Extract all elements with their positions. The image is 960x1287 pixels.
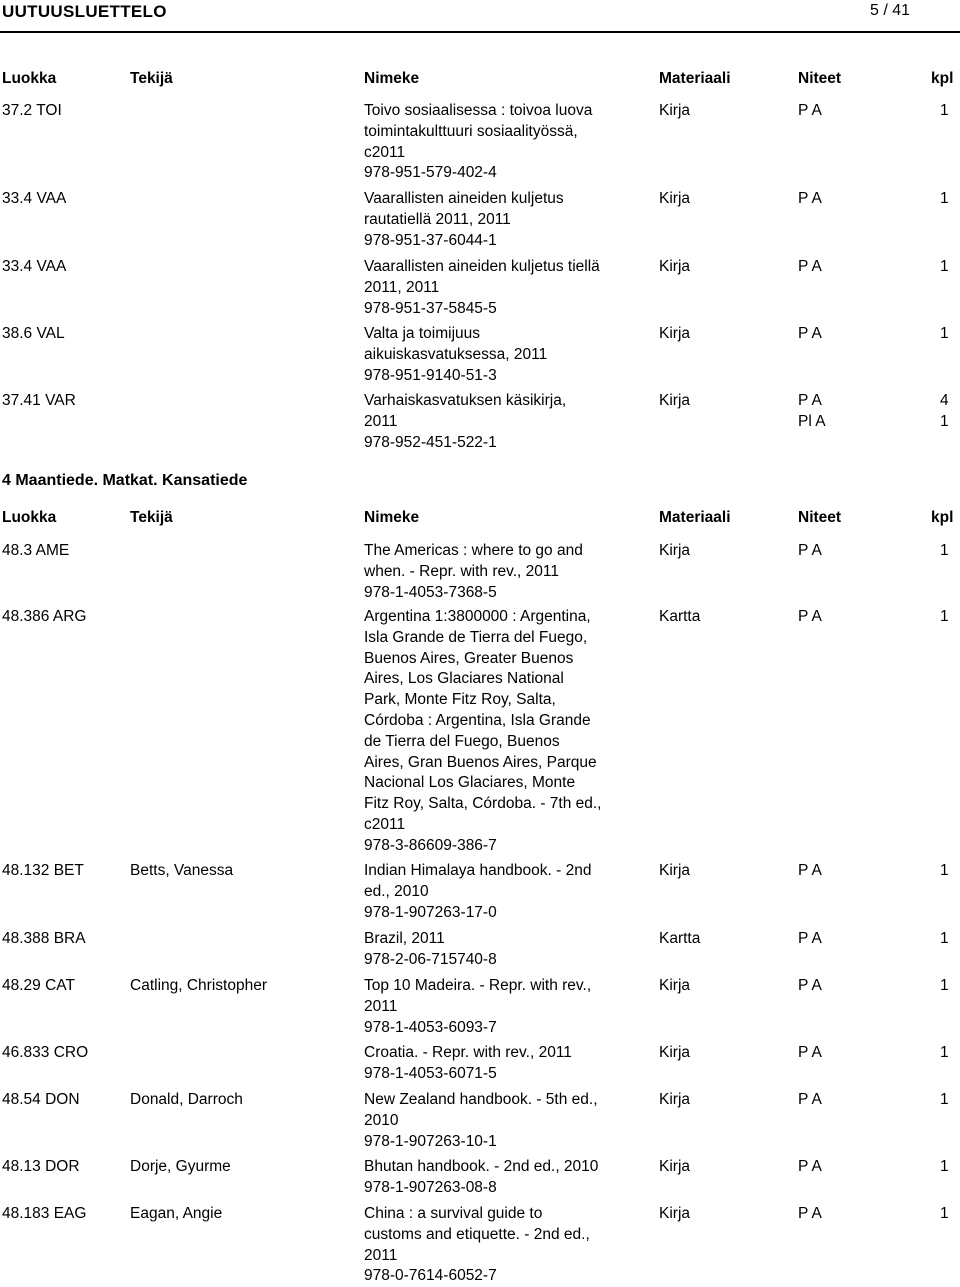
cell-tekija: Betts, Vanessa [130, 862, 234, 879]
title-line: China : a survival guide to [364, 1205, 543, 1222]
niteet-value: P A [798, 102, 822, 119]
title-line: 978-951-579-402-4 [364, 164, 497, 182]
title-line: 978-1-907263-08-8 [364, 1178, 497, 1196]
cell-materiaali: Kirja [659, 102, 691, 119]
cell-kpl [940, 861, 949, 882]
page-header [0, 0, 960, 30]
cell-luokka: 48.132 BET [2, 862, 84, 879]
niteet-value: P A [798, 1158, 822, 1175]
title-line: 2011, 2011 [364, 278, 440, 296]
title-line: 978-0-7614-6052-7 [364, 1267, 497, 1285]
cell-nimeke [364, 541, 630, 603]
cell-kpl [940, 541, 949, 562]
niteet-value: P A [798, 1091, 822, 1108]
cell-niteet [798, 861, 822, 882]
cell-materiaali: Kirja [659, 1091, 691, 1108]
cell-nimeke [364, 324, 630, 386]
cell-tekija: Eagan, Angie [130, 1205, 223, 1222]
title-line: New Zealand handbook. - 5th ed., [364, 1091, 598, 1108]
niteet-value: P A [798, 1044, 822, 1061]
cell-luokka: 48.29 CAT [2, 977, 75, 994]
cell-materiaali: Kirja [659, 1205, 691, 1222]
kpl-value: 1 [940, 1205, 949, 1222]
kpl-value: 1 [940, 1091, 949, 1108]
title-line: Buenos Aires, Greater Buenos [364, 649, 574, 667]
title-line: Aires, Gran Buenos Aires, Parque [364, 753, 597, 771]
cell-luokka: 48.54 DON [2, 1091, 80, 1108]
title-line: 978-952-451-522-1 [364, 433, 497, 451]
niteet-value: P A [798, 325, 822, 342]
document-title: UUTUUSLUETTELO [2, 2, 167, 21]
cell-niteet [798, 257, 822, 278]
column-header-row [0, 70, 960, 90]
cell-kpl [940, 929, 949, 950]
cell-niteet [798, 976, 822, 997]
title-line: 978-1-4053-6093-7 [364, 1018, 497, 1036]
title-line: 2010 [364, 1111, 399, 1129]
cell-kpl [940, 976, 949, 997]
cell-materiaali: Kirja [659, 190, 691, 207]
cell-materiaali: Kartta [659, 608, 701, 625]
page-number: 5 / 41 [870, 2, 911, 19]
title-line: de Tierra del Fuego, Buenos [364, 732, 560, 750]
cell-niteet [798, 1043, 822, 1064]
title-line: toimintakulttuuri sosiaalityössä, [364, 122, 578, 140]
title-line: Brazil, 2011 [364, 930, 445, 947]
title-line: Argentina 1:3800000 : Argentina, [364, 608, 591, 625]
title-line: 2011 [364, 412, 398, 430]
title-line: 2011 [364, 997, 398, 1015]
title-line: Córdoba : Argentina, Isla Grande [364, 711, 591, 729]
cell-nimeke [364, 1090, 630, 1152]
title-line: 978-2-06-715740-8 [364, 950, 497, 968]
title-line: Park, Monte Fitz Roy, Salta, [364, 691, 556, 709]
column-header-luokka: Luokka [2, 509, 57, 526]
title-line: 978-951-37-5845-5 [364, 299, 497, 317]
cell-kpl [940, 189, 949, 210]
cell-luokka: 38.6 VAL [2, 325, 65, 342]
title-line: Aires, Los Glaciares National [364, 670, 564, 688]
kpl-value: 4 [940, 392, 949, 409]
cell-tekija: Catling, Christopher [130, 977, 267, 994]
cell-materiaali: Kirja [659, 1158, 691, 1175]
cell-materiaali: Kirja [659, 1044, 691, 1061]
cell-kpl [940, 1043, 949, 1064]
cell-materiaali: Kirja [659, 542, 691, 559]
niteet-value: Pl A [798, 412, 826, 430]
title-line: Valta ja toimijuus [364, 325, 481, 342]
column-header-niteet: Niteet [798, 70, 842, 87]
title-line: when. - Repr. with rev., 2011 [364, 562, 559, 580]
title-line: customs and etiquette. - 2nd ed., [364, 1225, 590, 1243]
column-header-luokka: Luokka [2, 70, 57, 87]
cell-nimeke [364, 391, 630, 453]
cell-luokka: 37.41 VAR [2, 392, 76, 409]
column-header-materiaali: Materiaali [659, 509, 731, 526]
title-line: Vaarallisten aineiden kuljetus tiellä [364, 258, 600, 275]
cell-kpl [940, 1090, 949, 1111]
title-line: Vaarallisten aineiden kuljetus [364, 190, 564, 207]
title-line: ed., 2010 [364, 882, 429, 900]
column-header-tekija: Tekijä [130, 70, 173, 87]
cell-materiaali: Kirja [659, 325, 691, 342]
title-line: 978-951-37-6044-1 [364, 231, 497, 249]
column-header-kpl: kpl [931, 70, 954, 87]
niteet-value: P A [798, 862, 822, 879]
cell-nimeke [364, 929, 630, 971]
cell-nimeke [364, 861, 630, 923]
cell-kpl [940, 1157, 949, 1178]
cell-niteet [798, 1090, 822, 1111]
cell-niteet [798, 189, 822, 210]
cell-materiaali: Kirja [659, 862, 691, 879]
cell-niteet [798, 607, 822, 628]
title-line: 978-1-907263-17-0 [364, 903, 497, 921]
title-line: Varhaiskasvatuksen käsikirja, [364, 392, 567, 409]
column-header-nimeke: Nimeke [364, 70, 420, 87]
kpl-value: 1 [940, 258, 949, 275]
column-header-niteet: Niteet [798, 509, 842, 526]
cell-kpl [940, 257, 949, 278]
cell-nimeke [364, 101, 630, 184]
cell-luokka: 48.183 EAG [2, 1205, 87, 1222]
cell-materiaali: Kirja [659, 258, 691, 275]
cell-materiaali: Kartta [659, 930, 701, 947]
cell-nimeke [364, 607, 630, 857]
column-header-tekija: Tekijä [130, 509, 173, 526]
kpl-value: 1 [940, 608, 949, 625]
cell-nimeke [364, 257, 630, 319]
header-rule [0, 31, 960, 33]
kpl-value: 1 [940, 412, 949, 430]
cell-tekija: Dorje, Gyurme [130, 1158, 231, 1175]
cell-kpl [940, 391, 949, 433]
title-line: Fitz Roy, Salta, Córdoba. - 7th ed., [364, 795, 602, 813]
column-header-row [0, 509, 960, 529]
cell-materiaali: Kirja [659, 392, 691, 409]
cell-kpl [940, 1204, 949, 1225]
title-line: 978-3-86609-386-7 [364, 836, 497, 854]
title-line: The Americas : where to go and [364, 542, 583, 559]
kpl-value: 1 [940, 542, 949, 559]
title-line: rautatiellä 2011, 2011 [364, 210, 511, 228]
cell-niteet [798, 324, 822, 345]
cell-kpl [940, 324, 949, 345]
cell-niteet [798, 1204, 822, 1225]
cell-luokka: 33.4 VAA [2, 258, 67, 275]
kpl-value: 1 [940, 190, 949, 207]
cell-tekija: Donald, Darroch [130, 1091, 243, 1108]
title-line: c2011 [364, 143, 406, 161]
niteet-value: P A [798, 930, 822, 947]
cell-luokka: 48.388 BRA [2, 930, 86, 947]
cell-luokka: 48.386 ARG [2, 608, 87, 625]
column-header-materiaali: Materiaali [659, 70, 731, 87]
column-header-kpl: kpl [931, 509, 954, 526]
title-line: Isla Grande de Tierra del Fuego, [364, 628, 588, 646]
column-header-nimeke: Nimeke [364, 509, 420, 526]
cell-nimeke [364, 1204, 630, 1287]
title-line: Croatia. - Repr. with rev., 2011 [364, 1044, 572, 1061]
cell-niteet [798, 1157, 822, 1178]
kpl-value: 1 [940, 1158, 949, 1175]
title-line: Nacional Los Glaciares, Monte [364, 774, 576, 792]
cell-luokka: 37.2 TOI [2, 102, 62, 119]
title-line: c2011 [364, 815, 406, 833]
cell-niteet [798, 541, 822, 562]
niteet-value: P A [798, 1205, 822, 1222]
cell-niteet [798, 101, 822, 122]
cell-nimeke [364, 976, 630, 1038]
cell-nimeke [364, 1043, 630, 1085]
kpl-value: 1 [940, 862, 949, 879]
niteet-value: P A [798, 977, 822, 994]
kpl-value: 1 [940, 930, 949, 947]
cell-niteet [798, 929, 822, 950]
cell-kpl [940, 607, 949, 628]
cell-luokka: 48.3 AME [2, 542, 70, 559]
niteet-value: P A [798, 608, 822, 625]
section-title: 4 Maantiede. Matkat. Kansatiede [2, 472, 248, 489]
title-line: Indian Himalaya handbook. - 2nd [364, 862, 592, 879]
title-line: 978-951-9140-51-3 [364, 366, 497, 384]
cell-nimeke [364, 189, 630, 251]
cell-luokka: 48.13 DOR [2, 1158, 80, 1175]
niteet-value: P A [798, 258, 822, 275]
niteet-value: P A [798, 542, 822, 559]
kpl-value: 1 [940, 977, 949, 994]
niteet-value: P A [798, 190, 822, 207]
title-line: Top 10 Madeira. - Repr. with rev., [364, 977, 592, 994]
cell-niteet [798, 391, 826, 433]
title-line: 978-1-4053-7368-5 [364, 583, 497, 601]
title-line: aikuiskasvatuksessa, 2011 [364, 345, 548, 363]
title-line: 978-1-4053-6071-5 [364, 1064, 497, 1082]
cell-luokka: 33.4 VAA [2, 190, 67, 207]
kpl-value: 1 [940, 102, 949, 119]
title-line: Toivo sosiaalisessa : toivoa luova [364, 102, 593, 119]
kpl-value: 1 [940, 325, 949, 342]
title-line: Bhutan handbook. - 2nd ed., 2010 [364, 1158, 599, 1175]
niteet-value: P A [798, 392, 822, 409]
cell-nimeke [364, 1157, 630, 1199]
cell-materiaali: Kirja [659, 977, 691, 994]
kpl-value: 1 [940, 1044, 949, 1061]
title-line: 2011 [364, 1246, 398, 1264]
cell-luokka: 46.833 CRO [2, 1044, 89, 1061]
cell-kpl [940, 101, 949, 122]
title-line: 978-1-907263-10-1 [364, 1132, 497, 1150]
